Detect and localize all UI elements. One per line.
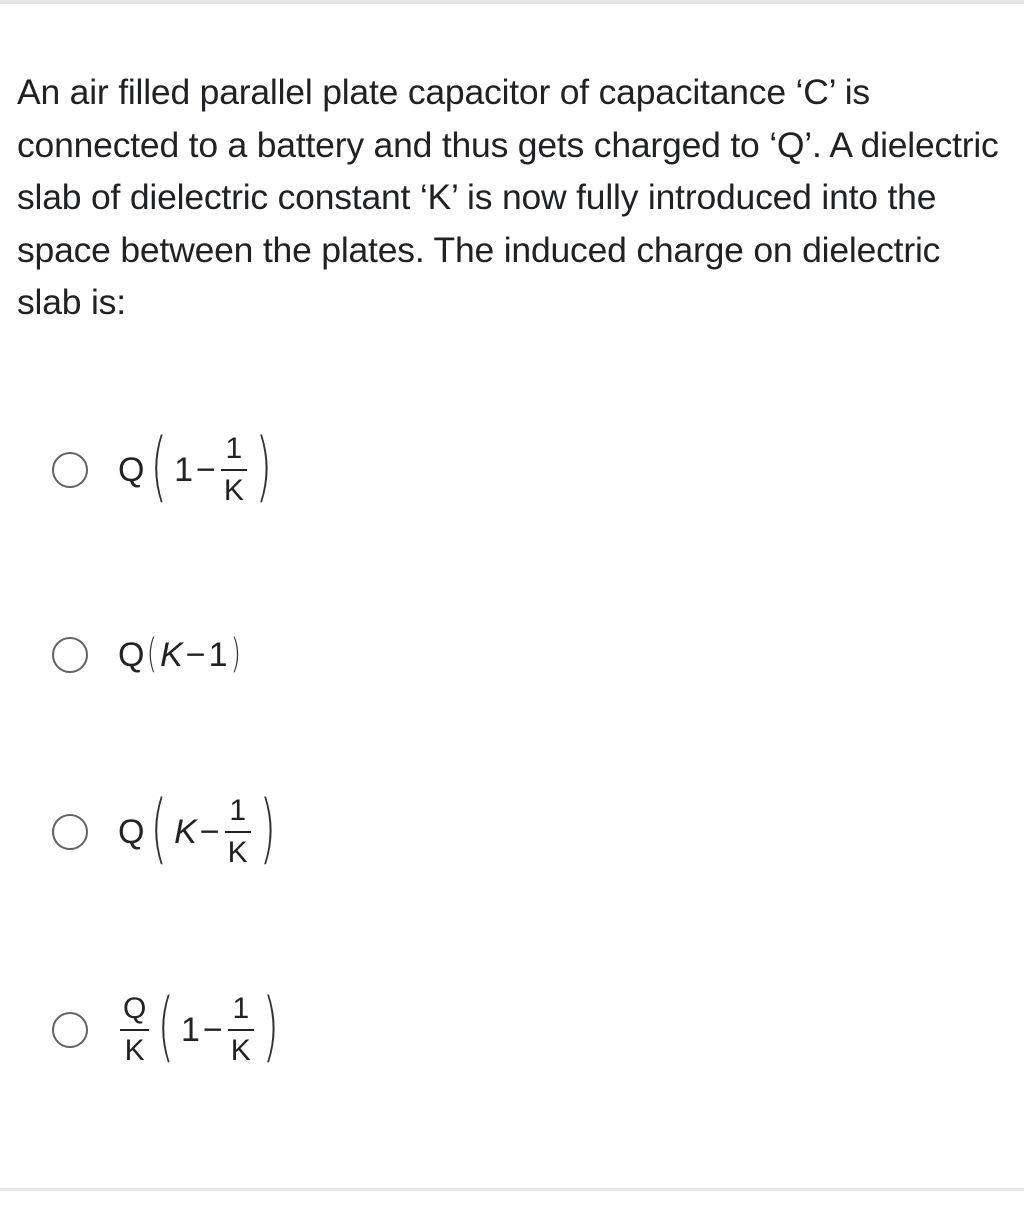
option-1-fraction [221, 431, 247, 508]
radio-button-option-1[interactable] [52, 452, 88, 488]
option-4[interactable] [52, 981, 285, 1075]
option-2-prefix: Q [118, 635, 145, 674]
option-3-expression [118, 783, 282, 872]
option-1[interactable] [52, 421, 279, 515]
option-4-right-paren: ) [262, 981, 279, 1070]
radio-button-option-2[interactable] [52, 637, 88, 673]
option-4-fraction [228, 991, 254, 1068]
option-3-term: K [174, 812, 197, 851]
option-4-prefix-numerator: Q [123, 991, 147, 1025]
radio-button-option-4[interactable] [52, 1012, 88, 1048]
option-2-expression [118, 631, 243, 677]
option-3-left-paren: ( [151, 783, 168, 872]
option-4-numerator: 1 [232, 991, 250, 1025]
option-1-prefix: Q [118, 450, 145, 489]
option-1-operator: − [196, 450, 216, 489]
option-4-term: 1 [181, 1010, 200, 1049]
option-1-numerator: 1 [225, 431, 243, 465]
bottom-divider [0, 1188, 1024, 1191]
option-1-term: 1 [174, 450, 194, 489]
question-text: An air filled parallel plate capacitor of capacitance ‘C’ is connected to a battery and thus gets charged to ‘Q’. A dielectric slab of dielectric constant ‘K’ is now fully introduced into the space between the plates. The induced charge on dielectric slab is: [17, 72, 999, 322]
option-4-expression [118, 981, 285, 1070]
option-2-term-b: 1 [208, 635, 228, 674]
option-2-operator: − [185, 635, 206, 674]
option-3-numerator: 1 [229, 793, 246, 827]
option-1-left-paren: ( [151, 421, 168, 510]
radio-button-option-3[interactable] [52, 814, 88, 850]
option-3[interactable] [52, 783, 282, 877]
option-3-denominator: K [227, 836, 248, 870]
option-3-operator: − [199, 812, 220, 851]
option-2-left-paren: ( [147, 631, 158, 677]
option-3-prefix: Q [118, 812, 145, 851]
option-1-expression [118, 421, 279, 510]
option-4-denominator: K [230, 1034, 251, 1068]
option-4-prefix-denominator: K [124, 1034, 145, 1068]
option-1-right-paren: ) [255, 421, 272, 510]
option-4-prefix-fraction [120, 991, 149, 1068]
option-2-term: K [160, 635, 183, 674]
top-divider [0, 0, 1024, 4]
option-2-right-paren: ) [230, 631, 241, 677]
option-2[interactable] [52, 610, 243, 700]
option-4-operator: − [202, 1010, 223, 1049]
option-1-denominator: K [223, 474, 244, 508]
option-4-left-paren: ( [158, 981, 175, 1070]
option-3-right-paren: ) [259, 783, 276, 872]
option-3-fraction [225, 793, 251, 870]
